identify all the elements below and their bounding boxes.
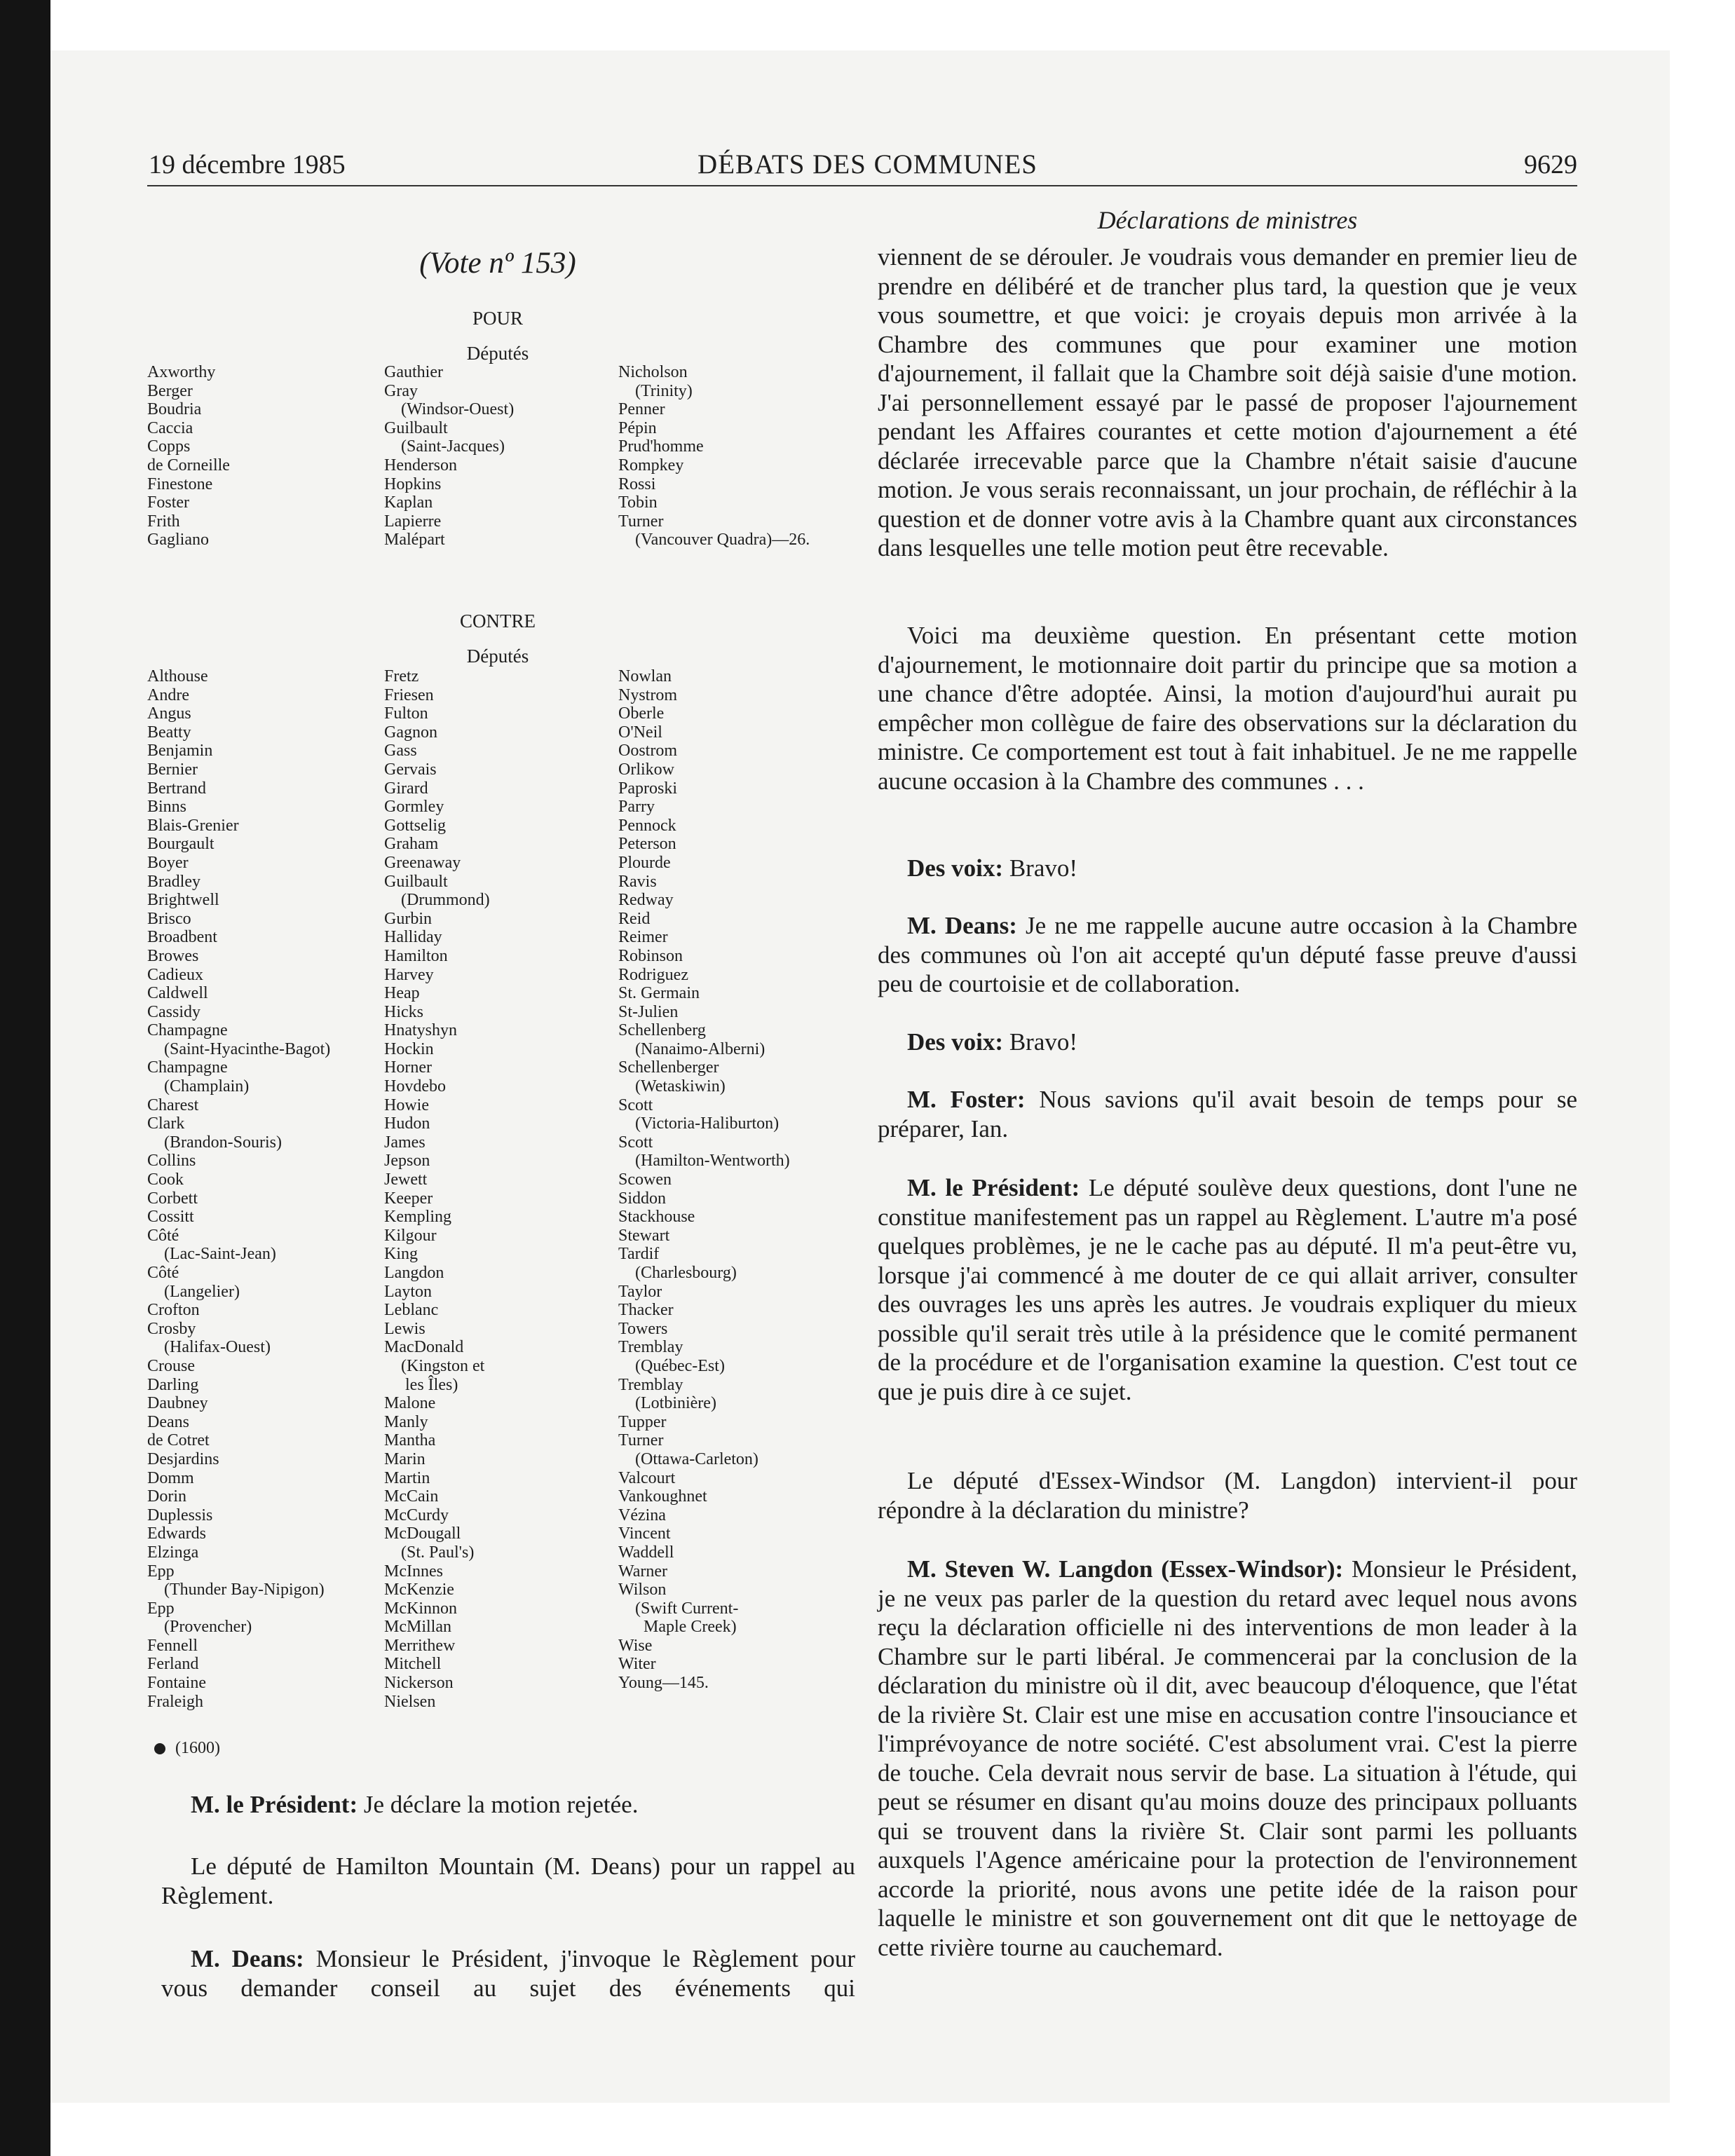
contre-column-2: Fretz Friesen Fulton Gagnon Gass Gervais Girard Gormley Gottselig Graham Greenaway Guilbault (Drummond) Gurbin Halliday Hamilton Harvey Heap Hicks Hnatyshyn Hockin Horner Hovdebo Howie Hudon James Jepson Jewett Keeper Kempling Kilgour King Langdon Layton Leblanc Lewis MacDonald (Kingston et les Îles) Malone Manly Mantha Marin Martin McCain McCurdy McDougall (St. Paul's) McInnes McKenzie McKinnon McMillan Merrithew Mitchell Nickerson Nielsen bbox=[384, 667, 490, 1711]
contre-label: CONTRE bbox=[460, 610, 536, 632]
paragraph-president-reply bbox=[878, 1173, 1577, 1406]
paragraph-president-declares bbox=[161, 1790, 855, 1820]
speaker-name: M. Foster: bbox=[907, 1086, 1026, 1113]
section-title: Déclarations de ministres bbox=[1097, 206, 1358, 234]
paragraph-foster bbox=[878, 1085, 1577, 1143]
paragraph-second-question bbox=[878, 621, 1577, 796]
paragraph-text: Le député de Hamilton Mountain (M. Deans) pour un rappel au Règlement. bbox=[161, 1853, 855, 1909]
pour-column-1: Axworthy Berger Boudria Caccia Copps de Corneille Finestone Foster Frith Gagliano bbox=[147, 363, 230, 550]
header-date: 19 décembre 1985 bbox=[149, 150, 346, 179]
speaker-name: Des voix: bbox=[907, 1028, 1004, 1056]
paragraph-point-of-order-intro bbox=[161, 1852, 855, 1910]
vote-title: (Vote nº 153) bbox=[419, 247, 576, 280]
header-title: DÉBATS DES COMMUNES bbox=[698, 149, 1037, 179]
paragraph-text: Bravo! bbox=[1003, 1028, 1078, 1056]
paragraph-text: Monsieur le Président, j'invoque le Règlement pour vous demander conseil au sujet des événements qui bbox=[161, 1945, 855, 2002]
speaker-name: M. le Président: bbox=[907, 1174, 1080, 1201]
contre-sublabel: Députés bbox=[466, 646, 529, 667]
speaker-name: M. le Président: bbox=[191, 1791, 358, 1818]
contre-column-3: Nowlan Nystrom Oberle O'Neil Oostrom Orlikow Paproski Parry Pennock Peterson Plourde Ravis Redway Reid Reimer Robinson Rodriguez St. Germain St-Julien Schellenberg (Nanaimo-Alberni) Schellenberger (Wetaskiwin) Scott (Victoria-Haliburton) Scott (Hamilton-Wentworth) Scowen Siddon Stackhouse Stewart Tardif (Charlesbourg) Taylor Thacker Towers Tremblay (Québec-Est) Tremblay (Lotbinière) Tupper Turner (Ottawa-Carleton) Valcourt Vankoughnet Vézina Vincent Waddell Warner Wilson (Swift Current- Maple Creek) Wise Witer Young—145. bbox=[618, 667, 790, 1693]
paragraph-text: Le député d'Essex-Windsor (M. Langdon) intervient-il pour répondre à la déclaration du ministre? bbox=[878, 1467, 1577, 1524]
pour-label: POUR bbox=[472, 308, 524, 329]
paragraph-text: Monsieur le Président, je ne veux pas parler de la question du retard avec lequel nous avons reçu la déclaration officielle ni des interventions de mon leader à la Chambre sur le parti libéral. Je commencerai par la conclusion de la déclaration du ministre où il dit, avec beaucoup d'éloquence, que l'état de la rivière St. Clair est une mise en accusation contre l'insouciance et l'imprévoyance de notre société. C'est absolument vrai. C'est la pierre de touche. Cela devrait nous servir de base. La situation à l'étude, qui peut se résumer en disant qu'au moins douze des principaux polluants qui se trouvent dans la rivière St. Clair sont parmi les polluants auxquels l'Agence américaine pour la protection de l'environnement accorde la priorité, nous avons une petite idée de la raison pour laquelle le ministre et son gouvernement ont dit que le nettoyage de cette rivière tourne au cauchemard. bbox=[878, 1555, 1577, 1961]
speaker-name: Des voix: bbox=[907, 854, 1004, 882]
contre-column-1: Althouse Andre Angus Beatty Benjamin Bernier Bertrand Binns Blais-Grenier Bourgault Boyer Bradley Brightwell Brisco Broadbent Browes Cadieux Caldwell Cassidy Champagne (Saint-Hyacinthe-Bagot) Champagne (Champlain) Charest Clark (Brandon-Souris) Collins Cook Corbett Cossitt Côté (Lac-Saint-Jean) Côté (Langelier) Crofton Crosby (Halifax-Ouest) Crouse Darling Daubney Deans de Cotret Desjardins Domm Dorin Duplessis Edwards Elzinga Epp (Thunder Bay-Nipigon) Epp (Provencher) Fennell Ferland Fontaine Fraleigh bbox=[147, 667, 331, 1711]
paragraph-text: Voici ma deuxième question. En présentant cette motion d'ajournement, le motionnaire doit partir du principe que sa motion a une chance d'être adoptée. Ainsi, la motion d'aujourd'hui aurait pu empêcher mon collègue de faire des observations sur la déclaration du ministre. Ce comportement est tout à fait inhabituel. Je ne me rappelle aucune occasion à la Chambre des communes . . . bbox=[878, 622, 1577, 795]
time-marker bbox=[154, 1737, 220, 1759]
paragraph-essex-windsor-intro bbox=[878, 1466, 1577, 1524]
paragraph-text: Nous savions qu'il avait besoin de temps pour se préparer, Ian. bbox=[878, 1086, 1577, 1142]
pour-column-2: Gauthier Gray (Windsor-Ouest) Guilbault (Saint-Jacques) Henderson Hopkins Kaplan Lapierre Malépart bbox=[384, 363, 515, 550]
speaker-name: M. Deans: bbox=[191, 1945, 304, 1972]
page-number: 9629 bbox=[1524, 150, 1577, 179]
paragraph-text: Le député soulève deux questions, dont l'une ne constitue manifestement pas un rappel au Règlement. L'autre m'a posé quelques problèmes, je ne le cache pas au député. Il m'a peut-être vu, lorsque j'ai commencé à me douter de ce qui allait arriver, consulter des ouvrages les uns après les autres. Je voudrais expliquer du mieux possible qu'il serait très utile à la présidence que le comité permanent de la procédure et de l'organisation examine la question. C'est tout ce que je puis dire à ce sujet. bbox=[878, 1174, 1577, 1405]
paragraph-text: Je ne me rappelle aucune autre occasion à la Chambre des communes où l'on ait accepté qu'un député fasse preuve d'aussi peu de courtoisie et de collaboration. bbox=[878, 912, 1577, 997]
paragraph-deans-continued bbox=[878, 243, 1577, 563]
pour-column-3: Nicholson (Trinity) Penner Pépin Prud'homme Rompkey Rossi Tobin Turner (Vancouver Quadra)—26. bbox=[618, 363, 810, 550]
speaker-name: M. Steven W. Langdon (Essex-Windsor): bbox=[907, 1555, 1344, 1583]
pour-sublabel: Députés bbox=[466, 343, 529, 364]
time-marker-text: (1600) bbox=[175, 1739, 220, 1757]
bullet-icon bbox=[154, 1743, 165, 1754]
paragraph-voices-1 bbox=[878, 854, 1577, 883]
paragraph-text: Je déclare la motion rejetée. bbox=[358, 1791, 639, 1818]
paragraph-text: Bravo! bbox=[1003, 854, 1078, 882]
paragraph-deans-2 bbox=[878, 911, 1577, 999]
scan-border bbox=[0, 0, 50, 2156]
speaker-name: M. Deans: bbox=[907, 912, 1017, 939]
paragraph-deans-start bbox=[161, 1944, 855, 2003]
paragraph-voices-2 bbox=[878, 1028, 1577, 1057]
paragraph-langdon bbox=[878, 1555, 1577, 1962]
paragraph-text: viennent de se dérouler. Je voudrais vous demander en premier lieu de prendre en délibéré et de trancher plus tard, la question que je veux vous soumettre, et que voici: je croyais depuis mon arrivée à la Chambre des communes que pour examiner une motion d'ajournement, il fallait que la Chambre soit déjà saisie d'une motion. J'ai personnellement essayé par le passé de proposer l'ajournement pendant les Affaires courantes et cette motion d'ajournement a été déclarée irrecevable parce que la Chambre n'était saisie d'aucune motion. Je vous serais reconnaissant, un jour prochain, de réfléchir à la question et de donner votre avis à la Chambre quant aux circonstances dans lesquelles une telle motion peut être recevable. bbox=[878, 243, 1577, 561]
header-rule bbox=[147, 185, 1577, 186]
